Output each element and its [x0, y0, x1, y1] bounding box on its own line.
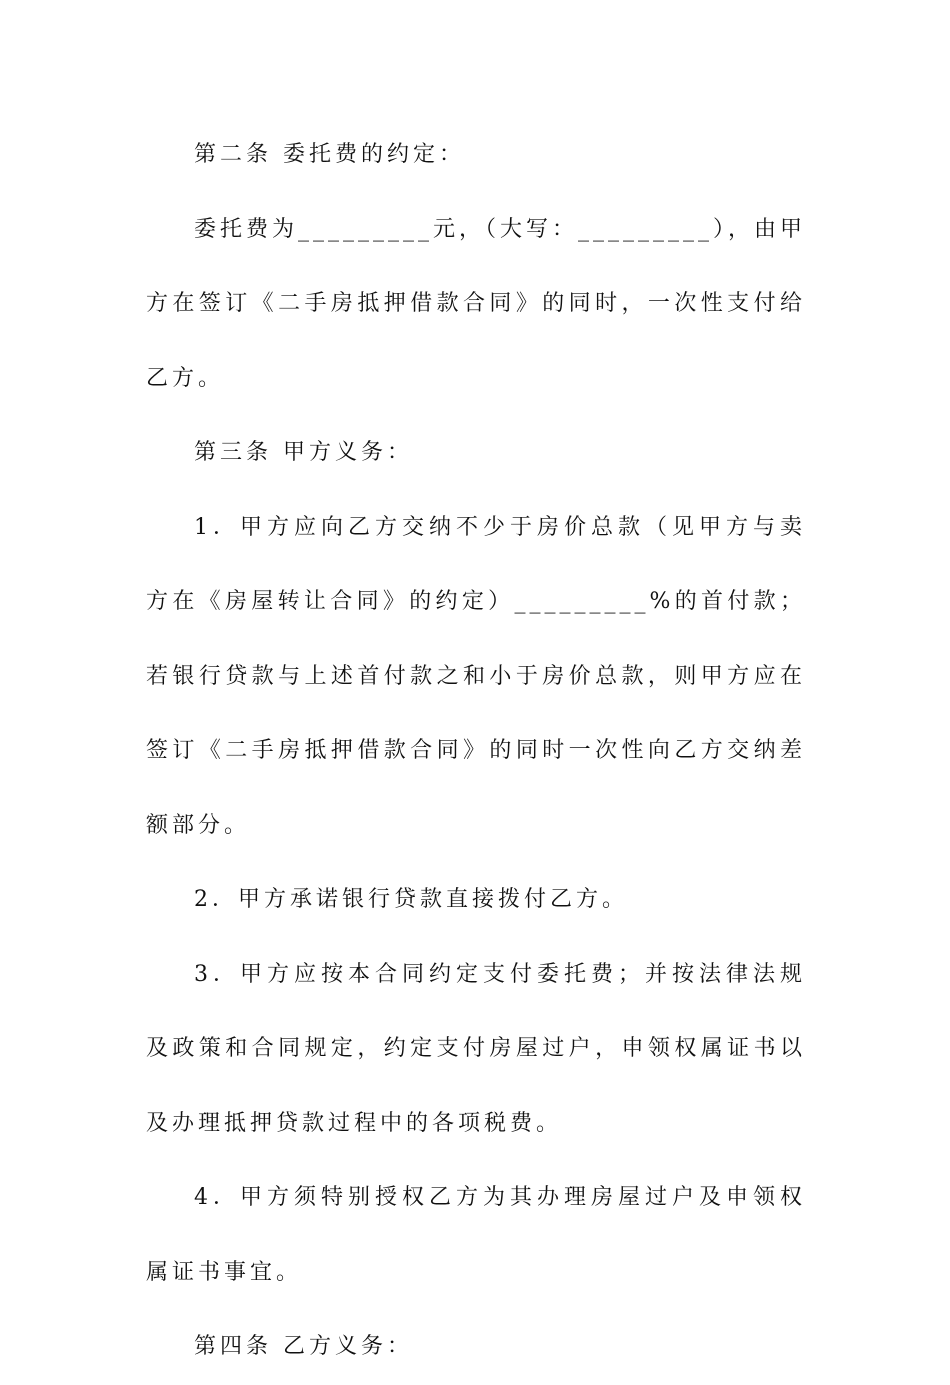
article-3-item-4: 4．甲方须特别授权乙方为其办理房屋过户及申领权属证书事宜。	[146, 1185, 806, 1285]
article-3-item-3: 3．甲方应按本合同约定支付委托费；并按法律法规及政策和合同规定，约定支付房屋过户，申领权属证书以及办理抵押贷款过程中的各项税费。	[146, 961, 806, 1136]
document-body	[146, 118, 806, 1385]
article-2-fee-clause: 委托费为_________元，（大写：_________），由甲方在签订《二手房抵押借款合同》的同时，一次性支付给乙方。	[146, 216, 807, 391]
article-3-item-1: 1．甲方应向乙方交纳不少于房价总款（见甲方与卖方在《房屋转让合同》的约定）_________%的首付款；若银行贷款与上述首付款之和小于房价总款，则甲方应在签订《二手房抵押借款合同》的同时一次性向乙方交纳差额部分。	[146, 514, 806, 838]
article-2-heading: 第二条 委托费的约定：	[194, 142, 465, 167]
article-3-heading: 第三条 甲方义务：	[194, 440, 413, 465]
article-4-heading: 第四条 乙方义务：	[194, 1334, 413, 1359]
article-3-item-2: 2．甲方承诺银行贷款直接拨付乙方。	[194, 887, 628, 912]
